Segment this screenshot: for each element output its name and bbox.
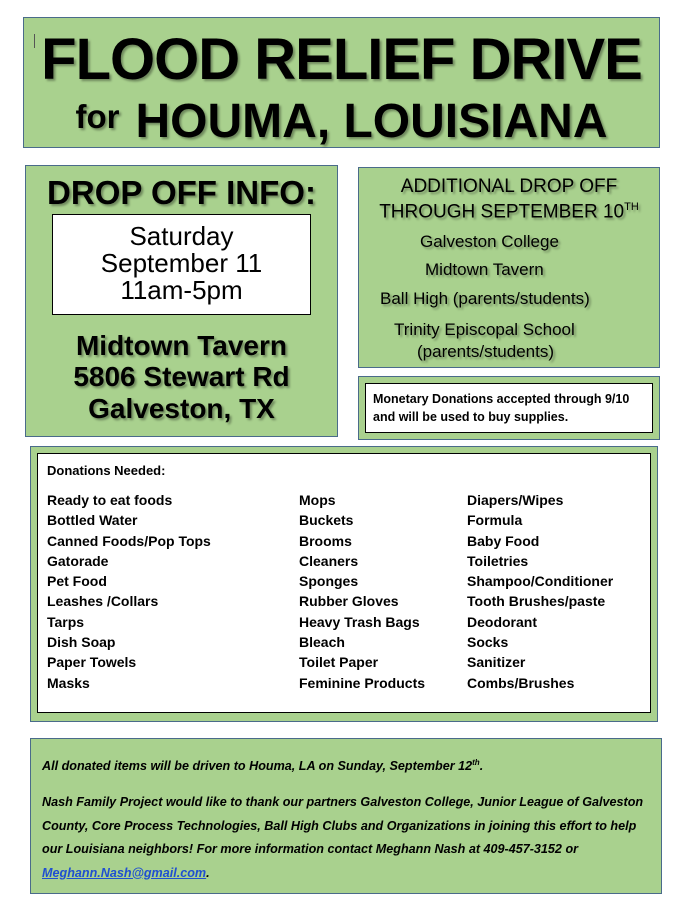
drop-off-city: Galveston, TX xyxy=(88,393,275,424)
additional-heading-sup: TH xyxy=(624,201,639,213)
additional-location: Midtown Tavern xyxy=(425,260,544,279)
additional-location: Trinity Episcopal School xyxy=(394,320,575,339)
donation-item: Masks xyxy=(47,674,90,691)
monetary-box xyxy=(365,383,653,433)
title-for: for xyxy=(75,98,120,135)
donations-column-1 xyxy=(47,490,211,693)
monetary-panel xyxy=(358,376,660,440)
donation-item: Combs/Brushes xyxy=(467,674,575,691)
donation-item: Leashes /Collars xyxy=(47,593,159,610)
footer-thanks-text: Nash Family Project would like to thank our partners Galveston College, Junior League of Galveston County, Core Process Technologies, Ball High Clubs and Organizations in joining this effort to help our Louisiana neighbors! For more information contact Meghann Nash at 409-457-3152 or xyxy=(42,795,644,856)
donation-item: Paper Towels xyxy=(47,654,137,671)
drop-off-heading: DROP OFF INFO: xyxy=(47,174,316,211)
additional-location: (parents/students) xyxy=(417,342,555,361)
date-box xyxy=(52,214,311,315)
donation-item: Formula xyxy=(467,512,523,529)
donation-item: Buckets xyxy=(299,512,354,529)
donation-item: Pet Food xyxy=(47,573,107,590)
donation-item: Mops xyxy=(299,492,336,508)
donation-item: Feminine Products xyxy=(299,674,426,691)
donation-item: Diapers/Wipes xyxy=(467,492,564,508)
drop-off-location-name: Midtown Tavern xyxy=(75,330,288,361)
title-location: HOUMA, LOUISIANA xyxy=(135,95,608,148)
footer-delivery-text: All donated items will be driven to Houma, LA on Sunday, September 12 xyxy=(42,759,473,774)
footer-delivery-sup: th xyxy=(472,758,480,767)
additional-location: Ball High (parents/students) xyxy=(380,289,590,308)
footer-thanks-paragraph xyxy=(42,791,649,885)
donation-item: Toilet Paper xyxy=(299,654,379,671)
donations-title: Donations Needed: xyxy=(47,463,166,478)
monetary-text: Monetary Donations accepted through 9/10 and will be used to buy supplies. xyxy=(373,392,630,424)
donation-item: Tarps xyxy=(47,613,85,630)
footer-panel xyxy=(30,738,662,894)
title-main: FLOOD RELIEF DRIVE xyxy=(41,27,642,92)
drop-off-day: Saturday xyxy=(129,221,234,251)
title-subline xyxy=(24,94,659,149)
donation-item: Canned Foods/Pop Tops xyxy=(47,532,211,549)
donations-column-3 xyxy=(467,490,613,693)
additional-location: Galveston College xyxy=(420,232,559,251)
drop-off-time: 11am-5pm xyxy=(120,275,243,305)
footer-delivery-end: . xyxy=(479,759,484,774)
donation-item: Toiletries xyxy=(467,552,529,569)
footer-thanks-end: . xyxy=(206,865,210,880)
additional-heading-line2 xyxy=(359,201,659,223)
donation-item: Rubber Gloves xyxy=(299,593,399,610)
drop-off-address: 5806 Stewart Rd xyxy=(73,361,290,392)
donation-item: Ready to eat foods xyxy=(47,492,173,508)
donation-item: Baby Food xyxy=(467,532,540,549)
donation-item: Cleaners xyxy=(299,552,359,569)
drop-off-date: September 11 xyxy=(100,248,263,278)
donation-item: Gatorade xyxy=(47,552,109,569)
footer-delivery-note xyxy=(42,758,483,773)
contact-email-link[interactable]: Meghann.Nash@gmail.com xyxy=(42,865,207,880)
donation-item: Heavy Trash Bags xyxy=(299,613,420,630)
title-banner xyxy=(23,17,660,148)
donation-item: Dish Soap xyxy=(47,634,116,651)
additional-heading-text: THROUGH SEPTEMBER 10 xyxy=(379,201,625,223)
donation-item: Socks xyxy=(467,634,509,651)
donation-item: Sanitizer xyxy=(467,654,526,671)
donation-item: Sponges xyxy=(299,573,359,590)
drop-off-panel xyxy=(25,165,338,437)
additional-heading-line1: ADDITIONAL DROP OFF xyxy=(400,176,618,197)
donations-panel xyxy=(30,446,658,722)
donation-item: Deodorant xyxy=(467,613,537,630)
donation-item: Bottled Water xyxy=(47,512,138,529)
donation-item: Shampoo/Conditioner xyxy=(467,573,614,590)
donation-item: Tooth Brushes/paste xyxy=(467,593,606,610)
donations-box xyxy=(37,453,651,713)
additional-drop-off-panel xyxy=(358,167,660,368)
donation-item: Bleach xyxy=(299,634,345,651)
donations-column-2 xyxy=(299,490,425,693)
donation-item: Brooms xyxy=(299,532,352,549)
